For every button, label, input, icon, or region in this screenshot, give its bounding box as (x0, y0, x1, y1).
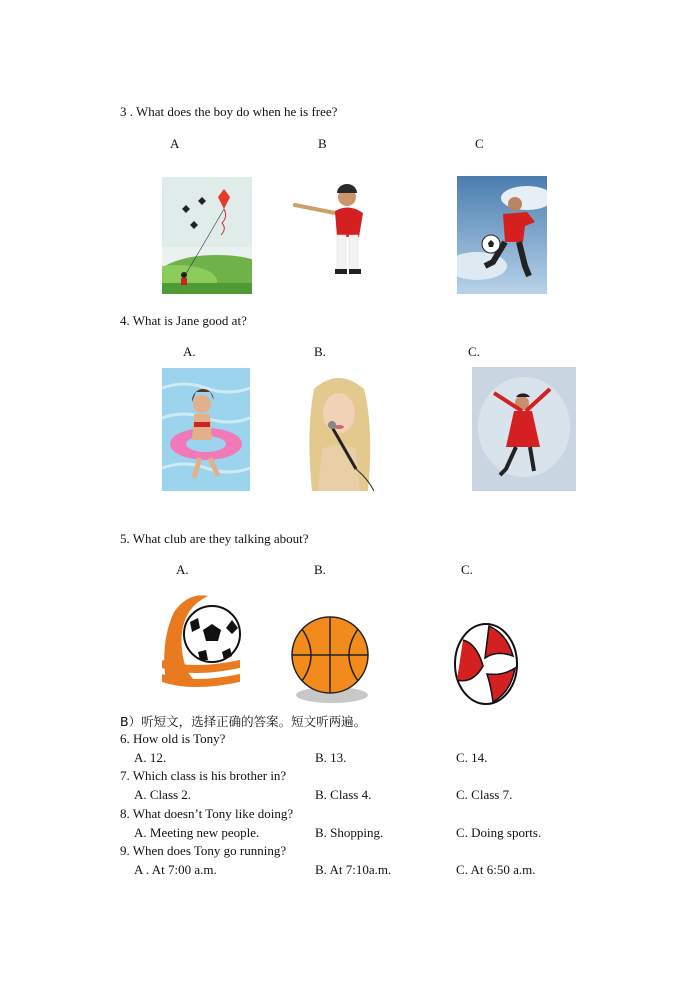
volleyball-image (451, 618, 521, 706)
q9-option-b: B. At 7:10a.m. (315, 862, 392, 877)
q3-option-c-label: C (475, 136, 484, 151)
swimming-image (162, 368, 250, 491)
q5-option-c-label: C. (461, 562, 473, 577)
q4-option-b-label: B. (314, 344, 326, 359)
section-b-heading: B）听短文，选择正确的答案。短文听两遍。 (120, 714, 367, 729)
kite-flying-image (162, 177, 252, 294)
baseball-batter-image (287, 167, 385, 295)
q9-question: 9. When does Tony go running? (120, 843, 287, 858)
q3-option-b-label: B (318, 136, 327, 151)
dancing-image (472, 367, 576, 491)
q7-option-c: C. Class 7. (456, 787, 513, 802)
q9-option-a: A . At 7:00 a.m. (134, 862, 217, 877)
q8-question: 8. What doesn’t Tony like doing? (120, 806, 294, 821)
q6-option-c: C. 14. (456, 750, 488, 765)
q6-option-b: B. 13. (315, 750, 347, 765)
soccer-ball-image (154, 590, 249, 700)
soccer-kick-image (457, 176, 547, 294)
q9-option-c: C. At 6:50 a.m. (456, 862, 536, 877)
q8-option-b: B. Shopping. (315, 825, 384, 840)
q6-option-a: A. 12. (134, 750, 167, 765)
q7-question: 7. Which class is his brother in? (120, 768, 287, 783)
basketball-image (288, 615, 372, 705)
q7-option-b: B. Class 4. (315, 787, 372, 802)
q5-option-a-label: A. (176, 562, 189, 577)
q7-option-a: A. Class 2. (134, 787, 192, 802)
q8-option-a: A. Meeting new people. (134, 825, 260, 840)
q8-option-c: C. Doing sports. (456, 825, 542, 840)
q5-option-b-label: B. (314, 562, 326, 577)
q4-option-c-label: C. (468, 344, 480, 359)
q5-question: 5. What club are they talking about? (120, 531, 309, 546)
q6-question: 6. How old is Tony? (120, 731, 226, 746)
singing-image (294, 369, 383, 491)
q3-option-a-label: A (170, 136, 180, 151)
q4-option-a-label: A. (183, 344, 196, 359)
q3-question: 3 . What does the boy do when he is free? (120, 104, 338, 119)
q4-question: 4. What is Jane good at? (120, 313, 247, 328)
